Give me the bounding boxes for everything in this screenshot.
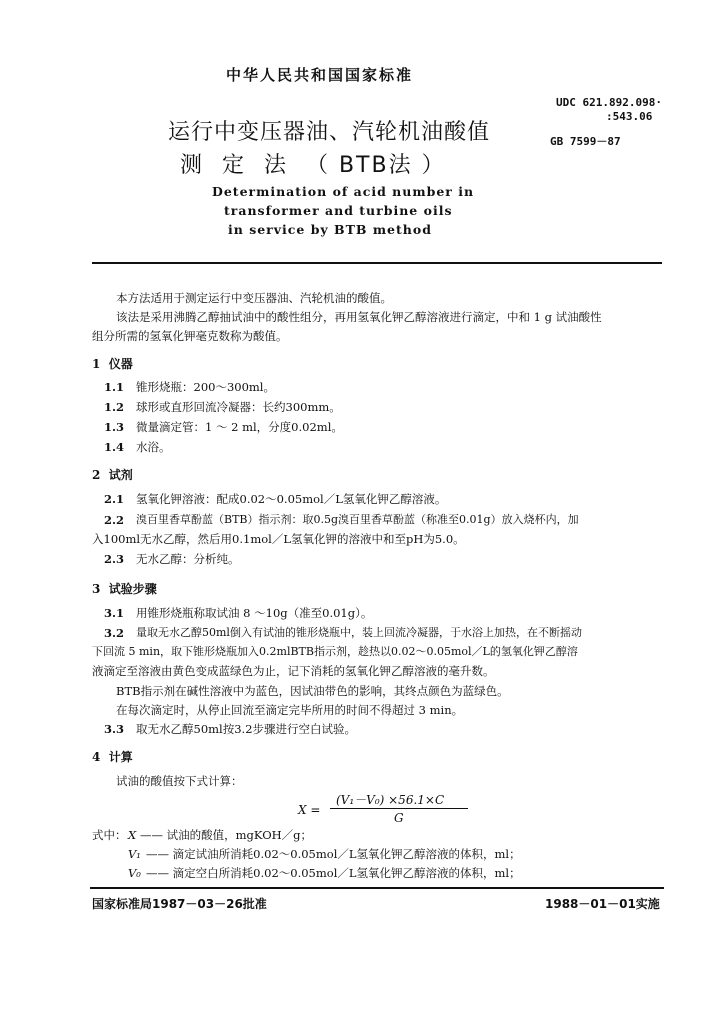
intro-paragraph-1: 本方法适用于测定运行中变压器油、汽轮机油的酸值。 <box>116 291 392 305</box>
item-number: 2.1 <box>104 492 125 506</box>
item-text: 球形或直形回流冷凝器：长约300mm。 <box>136 400 341 414</box>
where-label: 式中： <box>92 828 127 842</box>
title-cn-line1: 运行中变压器油、汽轮机油酸值 <box>168 120 491 145</box>
item-number: 3.2 <box>104 626 125 640</box>
variable-symbol: V₀ <box>128 866 141 880</box>
item-text: 氢氧化钾溶液：配成0.02～0.05mol／L氢氧化钾乙醇溶液。 <box>136 492 447 506</box>
variable-symbol: V₁ <box>128 847 141 861</box>
intro-paragraph-2-line1: 该法是采用沸腾乙醇抽试油中的酸性组分，再用氢氧化钾乙醇溶液进行滴定，中和 1 g 试油酸性 <box>116 310 602 324</box>
effective-date: 1988－01－01实施 <box>545 897 660 911</box>
item-text: 水浴。 <box>136 440 171 454</box>
item-text-continued: 入100ml无水乙醇，然后用0.1mol／L氢氧化钾的溶液中和至pH为5.0。 <box>92 532 465 546</box>
header-divider <box>92 262 662 264</box>
item-text: 微量滴定管：1 ～ 2 ml，分度0.02ml。 <box>136 420 343 434</box>
item-number: 3.1 <box>104 606 125 620</box>
title-en-line2: transformer and turbine oils <box>224 203 453 218</box>
item-number: 3.3 <box>104 722 125 736</box>
section-3-heading: 3 试验步骤 <box>92 582 157 596</box>
variable-description: —— 滴定试油所消耗0.02～0.05mol／L氢氧化钾乙醇溶液的体积，ml； <box>146 847 521 861</box>
item-text: 无水乙醇：分析纯。 <box>136 552 240 566</box>
item-number: 1.3 <box>104 420 125 434</box>
item-text: 取无水乙醇50ml按3.2步骤进行空白试验。 <box>136 722 357 736</box>
calc-lead: 试油的酸值按下式计算： <box>116 774 243 788</box>
variable-description: —— 试油的酸值，mgKOH／g； <box>140 828 313 842</box>
item-text: 用锥形烧瓶称取试油 8 ～10g（准至0.01g）。 <box>136 606 373 620</box>
item-number: 2.3 <box>104 552 125 566</box>
formula-denominator: G <box>394 811 404 825</box>
formula-lhs: X = <box>298 803 321 817</box>
intro-paragraph-2-line2: 组分所需的氢氧化钾毫克数称为酸值。 <box>92 329 288 343</box>
note-paragraph: 在每次滴定时，从停止回流至滴定完毕所用的时间不得超过 3 min。 <box>116 703 464 717</box>
note-paragraph: BTB指示剂在碱性溶液中为蓝色，因试油带色的影响，其终点颜色为蓝绿色。 <box>116 684 509 698</box>
variable-description: —— 滴定空白所消耗0.02～0.05mol／L氢氧化钾乙醇溶液的体积，ml； <box>146 866 521 880</box>
item-number: 2.2 <box>104 513 125 527</box>
item-text: 溴百里香草酚蓝（BTB）指示剂：取0.5g溴百里香草酚蓝（称准至0.01g）放入烧杯内，加 <box>136 513 579 526</box>
title-cn-line2: 测 定 法 （ BTB法 ） <box>180 153 446 178</box>
section-4-heading: 4 计算 <box>92 750 133 764</box>
standard-title: 中华人民共和国国家标准 <box>226 66 414 84</box>
item-text-continued: 液滴定至溶液由黄色变成蓝绿色为止，记下消耗的氢氧化钾乙醇溶液的毫升数。 <box>92 664 495 678</box>
udc-code-line1: UDC 621.892.098· <box>556 96 662 109</box>
formula-numerator: (V₁－V₀) ×56.1×C <box>336 793 445 807</box>
item-text-continued: 下回流 5 min，取下锥形烧瓶加入0.2mlBTB指示剂，趁热以0.02～0.05mol／L的氢氧化钾乙醇溶 <box>92 645 578 658</box>
title-en-line1: Determination of acid number in <box>212 184 475 199</box>
udc-code-line2: :543.06 <box>606 110 653 123</box>
section-2-heading: 2 试剂 <box>92 468 133 482</box>
gb-code: GB 7599－87 <box>550 135 621 148</box>
item-number: 1.2 <box>104 400 125 414</box>
item-number: 1.4 <box>104 440 125 454</box>
item-text: 锥形烧瓶：200～300ml。 <box>136 380 275 394</box>
approval-date: 国家标准局1987－03－26批准 <box>92 897 267 911</box>
fraction-bar <box>330 808 468 809</box>
item-number: 1.1 <box>104 380 125 394</box>
item-text: 量取无水乙醇50ml倒入有试油的锥形烧瓶中，装上回流冷凝器，于水浴上加热，在不断摇动 <box>136 626 582 639</box>
section-1-heading: 1 仪器 <box>92 357 133 371</box>
footer-divider <box>90 887 664 889</box>
variable-symbol: X <box>128 828 137 842</box>
title-en-line3: in service by BTB method <box>228 222 432 237</box>
